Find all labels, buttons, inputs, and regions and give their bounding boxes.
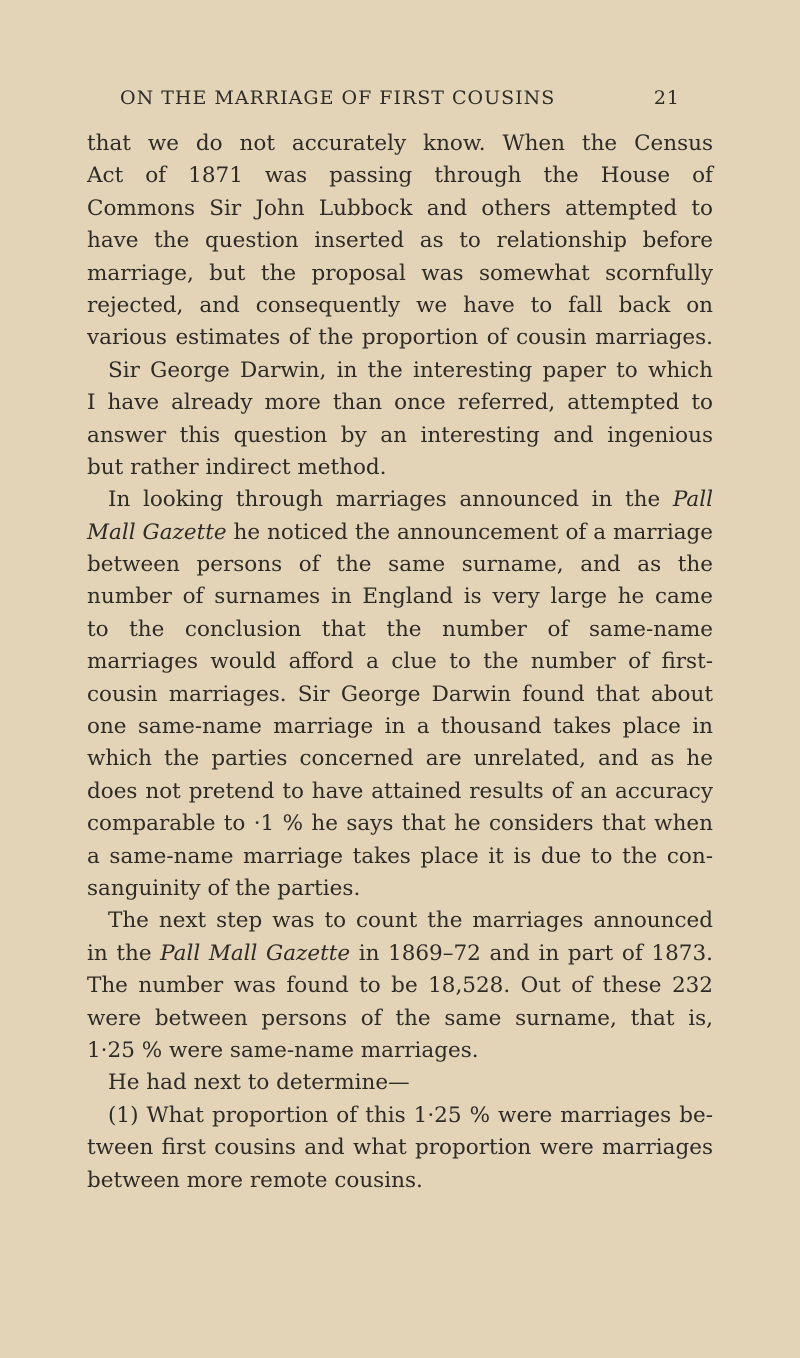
publication-title: Pall	[672, 487, 713, 513]
text-line: answer this question by an interesting and ingenious	[87, 422, 713, 448]
text-line: Commons Sir John Lubbock and others attempted to	[87, 195, 713, 221]
text-line: rejected, and consequently we have to fall back on	[87, 292, 713, 318]
text-line: one same-name marriage in a thousand takes place in	[87, 714, 713, 740]
text-segment: he noticed the announcement of a marriage	[233, 519, 713, 545]
text-line: (1) What proportion of this 1·25 % were marriages be-	[108, 1102, 713, 1128]
text-line: between persons of the same surname, and as the	[87, 552, 713, 578]
text-line: The number was found to be 18,528. Out of these 232	[87, 973, 713, 999]
text-line: between more remote cousins.	[87, 1167, 423, 1193]
text-line: does not pretend to have attained results of an accuracy	[87, 778, 713, 804]
text-line: Act of 1871 was passing through the House of	[87, 163, 713, 189]
text-line: a same-name marriage takes place it is due to the con-	[87, 843, 713, 869]
text-segment: in the	[87, 940, 152, 966]
text-line: comparable to ·1 % he says that he considers that when	[87, 811, 713, 837]
text-line: have the question inserted as to relationship before	[87, 228, 713, 254]
page-number: 21	[653, 87, 680, 109]
text-line: cousin marriages. Sir George Darwin found that about	[87, 681, 713, 707]
publication-title: Pall Mall Gazette	[160, 940, 351, 966]
text-line: 1·25 % were same-name marriages.	[87, 1037, 479, 1063]
text-line: Sir George Darwin, in the interesting paper to which	[108, 357, 713, 383]
text-line: The next step was to count the marriages announced	[108, 908, 713, 934]
text-line: marriages would afford a clue to the number of first-	[87, 649, 713, 675]
text-segment: In looking through marriages announced in the	[108, 487, 661, 513]
text-line: were between persons of the same surname, that is,	[87, 1005, 713, 1031]
text-line: He had next to determine—	[108, 1070, 410, 1096]
running-title: ON THE MARRIAGE OF FIRST COUSINS	[120, 87, 556, 109]
text-line: I have already more than once referred, attempted to	[87, 390, 713, 416]
text-line	[87, 484, 713, 516]
text-line: sanguinity of the parties.	[87, 875, 361, 901]
text-line: tween first cousins and what proportion were marriages	[87, 1135, 713, 1161]
text-line: to the conclusion that the number of same-name	[87, 616, 713, 642]
text-line: number of surnames in England is very large he came	[87, 584, 713, 610]
body-text	[87, 128, 713, 1197]
text-line: marriage, but the proposal was somewhat scornfully	[87, 260, 713, 286]
text-line: which the parties concerned are unrelated, and as he	[87, 746, 713, 772]
text-segment: in 1869–72 and in part of 1873.	[358, 940, 713, 966]
text-line	[87, 517, 713, 549]
publication-title: Mall Gazette	[87, 519, 227, 545]
text-line: various estimates of the proportion of cousin marriages.	[87, 325, 713, 351]
text-line: that we do not accurately know. When the Census	[87, 131, 713, 156]
text-line: but rather indirect method.	[87, 454, 387, 480]
text-line	[87, 938, 713, 970]
